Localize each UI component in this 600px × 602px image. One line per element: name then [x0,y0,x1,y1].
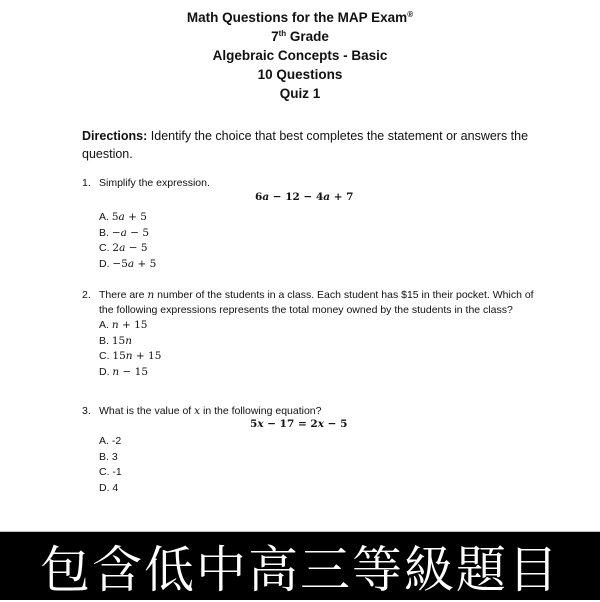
choice-b[interactable]: B. 3 [99,450,118,463]
choice-a[interactable]: A. n + 15 [99,319,148,331]
question-expression: 6a − 12 − 4a + 7 [255,191,354,203]
choice-d[interactable]: D. 4 [99,481,119,494]
question-number: 2. [82,289,91,301]
choice-a[interactable]: A. -2 [99,435,122,447]
question-expression: 5x − 17 = 2x − 5 [250,418,348,430]
directions [82,127,532,163]
question-3 [82,404,532,496]
choice-c[interactable]: C. -1 [99,466,122,478]
question-text: There are n number of the students in a class. Each student has $15 in their pocket. Which of the following expressions represents the total money owned by the students in the class? [99,289,534,316]
title-line-grade [0,27,600,46]
promo-banner [0,532,600,600]
choice-a[interactable]: A. 5a + 5 [99,211,147,223]
title-line-count: 10 Questions [257,67,343,82]
title-line-topic: Algebraic Concepts - Basic [212,48,388,63]
grade-number: 7 [271,29,279,44]
worksheet-title [0,8,600,103]
choice-b[interactable]: B. −a − 5 [99,226,150,239]
question-stem [82,288,537,318]
choice-b[interactable]: B. 15n [99,334,132,347]
question-2 [82,288,537,380]
directions-label: Directions: [82,129,148,143]
choice-d[interactable]: D. n − 15 [99,365,149,378]
choice-c[interactable]: C. 15n + 15 [99,350,162,362]
choice-d[interactable]: D. −5a + 5 [99,257,157,270]
question-1 [82,176,532,272]
grade-suffix: th [278,29,287,38]
title-line-quiz: Quiz 1 [279,86,321,101]
question-text: What is the value of x in the following equation? [99,405,322,417]
directions-text: Identify the choice that best completes the statement or answers the question. [82,129,529,161]
question-number: 3. [82,405,91,417]
question-number: 1. [82,177,91,189]
question-stem [82,176,532,191]
grade-word: Grade [286,29,329,44]
answer-choices [82,434,532,496]
exam-title: Math Questions for the MAP Exam [186,10,408,25]
registered-mark: ® [407,10,414,19]
answer-choices [82,318,537,380]
title-line-exam [0,8,600,27]
answer-choices [82,210,532,272]
choice-c[interactable]: C. 2a − 5 [99,242,148,254]
banner-text: 包含低中高三等級題目 [40,541,560,599]
question-text: Simplify the expression. [99,177,210,189]
